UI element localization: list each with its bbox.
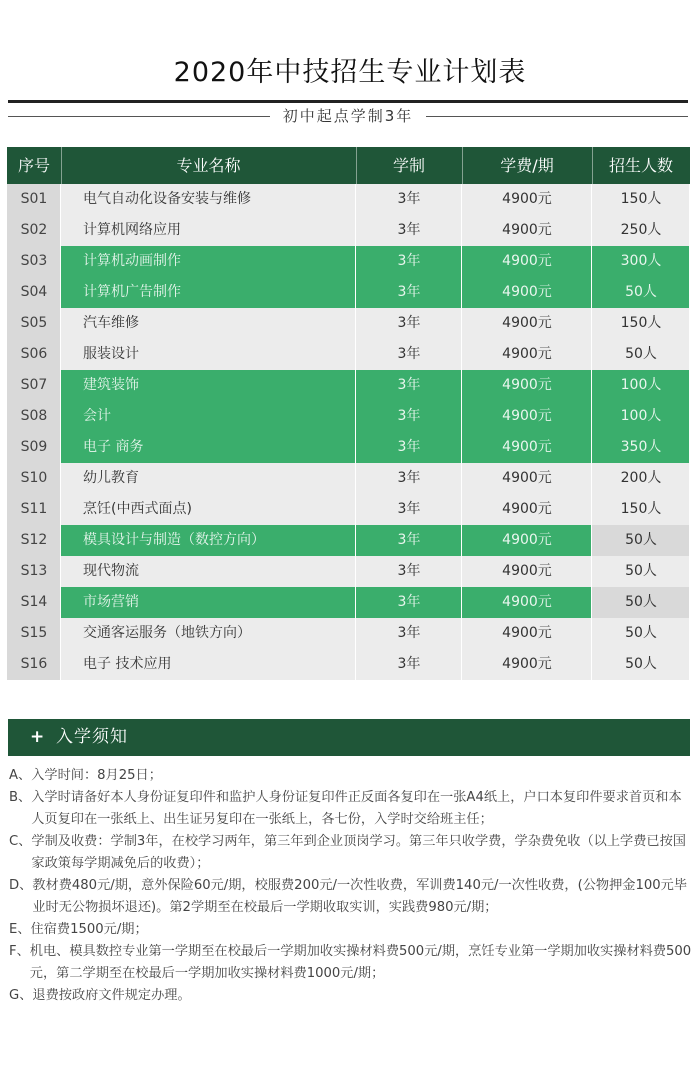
header-code: 序号 — [7, 147, 62, 184]
cell-duration: 3年 — [356, 463, 462, 494]
table-row — [7, 556, 690, 587]
cell-duration: 3年 — [356, 494, 462, 525]
cell-fee: 4900元 — [462, 525, 592, 556]
cell-code: S01 — [7, 184, 61, 215]
page-title: 2020年中技招生专业计划表 — [173, 57, 527, 88]
notice-item-label: F、 — [9, 944, 30, 959]
cell-duration: 3年 — [356, 370, 462, 401]
cell-fee: 4900元 — [462, 649, 592, 680]
notice-item-text: 学制及收费：学制3年，在校学习两年，第三年到企业顶岗学习。第三年只收学费，学杂费免收（以上学费已按国家政策每学期减免后的收费）； — [31, 834, 686, 871]
cell-count: 50人 — [592, 339, 690, 370]
cell-name: 电气自动化设备安装与维修 — [61, 184, 356, 215]
cell-duration: 3年 — [356, 649, 462, 680]
cell-name: 计算机网络应用 — [61, 215, 356, 246]
cell-duration: 3年 — [356, 618, 462, 649]
cell-fee: 4900元 — [462, 401, 592, 432]
cell-fee: 4900元 — [462, 246, 592, 277]
notice-item-label: A、 — [9, 768, 32, 783]
cell-count: 100人 — [592, 401, 690, 432]
table-row — [7, 649, 690, 680]
cell-code: S05 — [7, 308, 61, 339]
cell-name: 会计 — [61, 401, 356, 432]
plus-icon: + — [30, 727, 45, 747]
notice-item-text: 入学时间：8月25日； — [31, 768, 162, 783]
cell-code: S06 — [7, 339, 61, 370]
notice-item-text: 教材费480元/期，意外保险60元/期，校服费200元/一次性收费，军训费140元/一次性收费，(公物押金100元毕业时无公物损坏退还)。第2学期至在校最后一学期收取实训，实践费980元/期； — [32, 878, 688, 915]
cell-count: 100人 — [592, 370, 690, 401]
cell-count: 150人 — [592, 184, 690, 215]
cell-code: S10 — [7, 463, 61, 494]
cell-name: 市场营销 — [61, 587, 356, 618]
cell-duration: 3年 — [356, 308, 462, 339]
table-row — [7, 246, 690, 277]
cell-code: S15 — [7, 618, 61, 649]
cell-count: 300人 — [592, 246, 690, 277]
table-row — [7, 370, 690, 401]
notice-item-label: B、 — [9, 790, 32, 805]
cell-count: 150人 — [592, 308, 690, 339]
cell-duration: 3年 — [356, 587, 462, 618]
cell-duration: 3年 — [356, 246, 462, 277]
cell-code: S14 — [7, 587, 61, 618]
table-row — [7, 587, 690, 618]
cell-code: S13 — [7, 556, 61, 587]
cell-count: 50人 — [592, 556, 690, 587]
cell-name: 模具设计与制造（数控方向） — [61, 525, 356, 556]
table-row — [7, 432, 690, 463]
notice-item — [9, 919, 693, 941]
cell-count: 50人 — [592, 587, 690, 618]
cell-name: 建筑装饰 — [61, 370, 356, 401]
cell-duration: 3年 — [356, 339, 462, 370]
cell-fee: 4900元 — [462, 463, 592, 494]
cell-name: 交通客运服务（地铁方向） — [61, 618, 356, 649]
cell-code: S11 — [7, 494, 61, 525]
cell-name: 现代物流 — [61, 556, 356, 587]
enrollment-plan-table — [7, 147, 690, 680]
cell-fee: 4900元 — [462, 308, 592, 339]
cell-duration: 3年 — [356, 277, 462, 308]
cell-count: 250人 — [592, 215, 690, 246]
notice-item — [9, 831, 693, 875]
notice-item — [9, 787, 693, 831]
cell-fee: 4900元 — [462, 370, 592, 401]
table-row — [7, 618, 690, 649]
cell-name: 电子 技术应用 — [61, 649, 356, 680]
table-row — [7, 215, 690, 246]
cell-count: 50人 — [592, 618, 690, 649]
header-count: 招生人数 — [608, 156, 673, 175]
cell-fee: 4900元 — [462, 618, 592, 649]
notice-item-text: 机电、模具数控专业第一学期至在校最后一学期加收实操材料费500元/期，烹饪专业第一学期加收实操材料费500元，第二学期至在校最后一学期加收实操材料费1000元/期； — [29, 944, 692, 981]
cell-count: 50人 — [592, 649, 690, 680]
notice-item-text: 住宿费1500元/期； — [30, 922, 148, 937]
table-row — [7, 308, 690, 339]
cell-fee: 4900元 — [462, 215, 592, 246]
cell-code: S16 — [7, 649, 61, 680]
notice-item — [9, 765, 693, 787]
table-row — [7, 525, 690, 556]
cell-code: S12 — [7, 525, 61, 556]
table-row — [7, 277, 690, 308]
cell-code: S08 — [7, 401, 61, 432]
table-row — [7, 463, 690, 494]
table-row — [7, 401, 690, 432]
table-header — [7, 147, 690, 184]
cell-duration: 3年 — [356, 432, 462, 463]
cell-fee: 4900元 — [462, 494, 592, 525]
subtitle-row — [8, 106, 688, 126]
cell-count: 50人 — [592, 525, 690, 556]
cell-count: 50人 — [592, 277, 690, 308]
notice-item — [9, 985, 693, 1007]
cell-duration: 3年 — [356, 401, 462, 432]
table-row — [7, 494, 690, 525]
notice-item-text: 入学时请备好本人身份证复印件和监护人身份证复印件正反面各复印在一张A4纸上，户口本复印件要求首页和本人页复印在一张纸上、出生证另复印在一张纸上，各七份，入学时交给班主任； — [31, 790, 682, 827]
cell-name: 烹饪(中西式面点) — [61, 494, 356, 525]
cell-code: S02 — [7, 215, 61, 246]
table-body — [7, 184, 690, 680]
subtitle-line-right — [426, 116, 688, 117]
notice-item — [9, 875, 693, 919]
notice-item-label: C、 — [9, 834, 32, 849]
subtitle: 初中起点学制3年 — [282, 107, 414, 125]
notice-item-label: G、 — [9, 988, 33, 1003]
cell-code: S03 — [7, 246, 61, 277]
cell-count: 200人 — [592, 463, 690, 494]
cell-duration: 3年 — [356, 184, 462, 215]
cell-code: S07 — [7, 370, 61, 401]
cell-code: S04 — [7, 277, 61, 308]
header-duration: 学制 — [356, 147, 463, 184]
cell-duration: 3年 — [356, 525, 462, 556]
cell-duration: 3年 — [356, 215, 462, 246]
table-row — [7, 184, 690, 215]
notice-header — [8, 719, 690, 756]
cell-name: 计算机广告制作 — [61, 277, 356, 308]
cell-name: 幼儿教育 — [61, 463, 356, 494]
notice-item-label: E、 — [9, 922, 31, 937]
cell-count: 150人 — [592, 494, 690, 525]
notice-title: 入学须知 — [56, 727, 128, 747]
cell-count: 350人 — [592, 432, 690, 463]
cell-code: S09 — [7, 432, 61, 463]
cell-fee: 4900元 — [462, 184, 592, 215]
cell-fee: 4900元 — [462, 277, 592, 308]
title-divider — [8, 100, 688, 103]
cell-fee: 4900元 — [462, 556, 592, 587]
cell-fee: 4900元 — [462, 339, 592, 370]
cell-fee: 4900元 — [462, 587, 592, 618]
cell-name: 服装设计 — [61, 339, 356, 370]
cell-name: 汽车维修 — [61, 308, 356, 339]
cell-duration: 3年 — [356, 556, 462, 587]
notice-item — [9, 941, 693, 985]
cell-name: 电子 商务 — [61, 432, 356, 463]
notice-list — [9, 765, 693, 1007]
notice-item-label: D、 — [9, 878, 33, 893]
cell-fee: 4900元 — [462, 432, 592, 463]
table-row — [7, 339, 690, 370]
header-fee: 学费/期 — [462, 147, 593, 184]
subtitle-line-left — [8, 116, 270, 117]
notice-item-text: 退费按政府文件规定办理。 — [32, 988, 191, 1003]
cell-name: 计算机动画制作 — [61, 246, 356, 277]
header-name: 专业名称 — [61, 147, 357, 184]
